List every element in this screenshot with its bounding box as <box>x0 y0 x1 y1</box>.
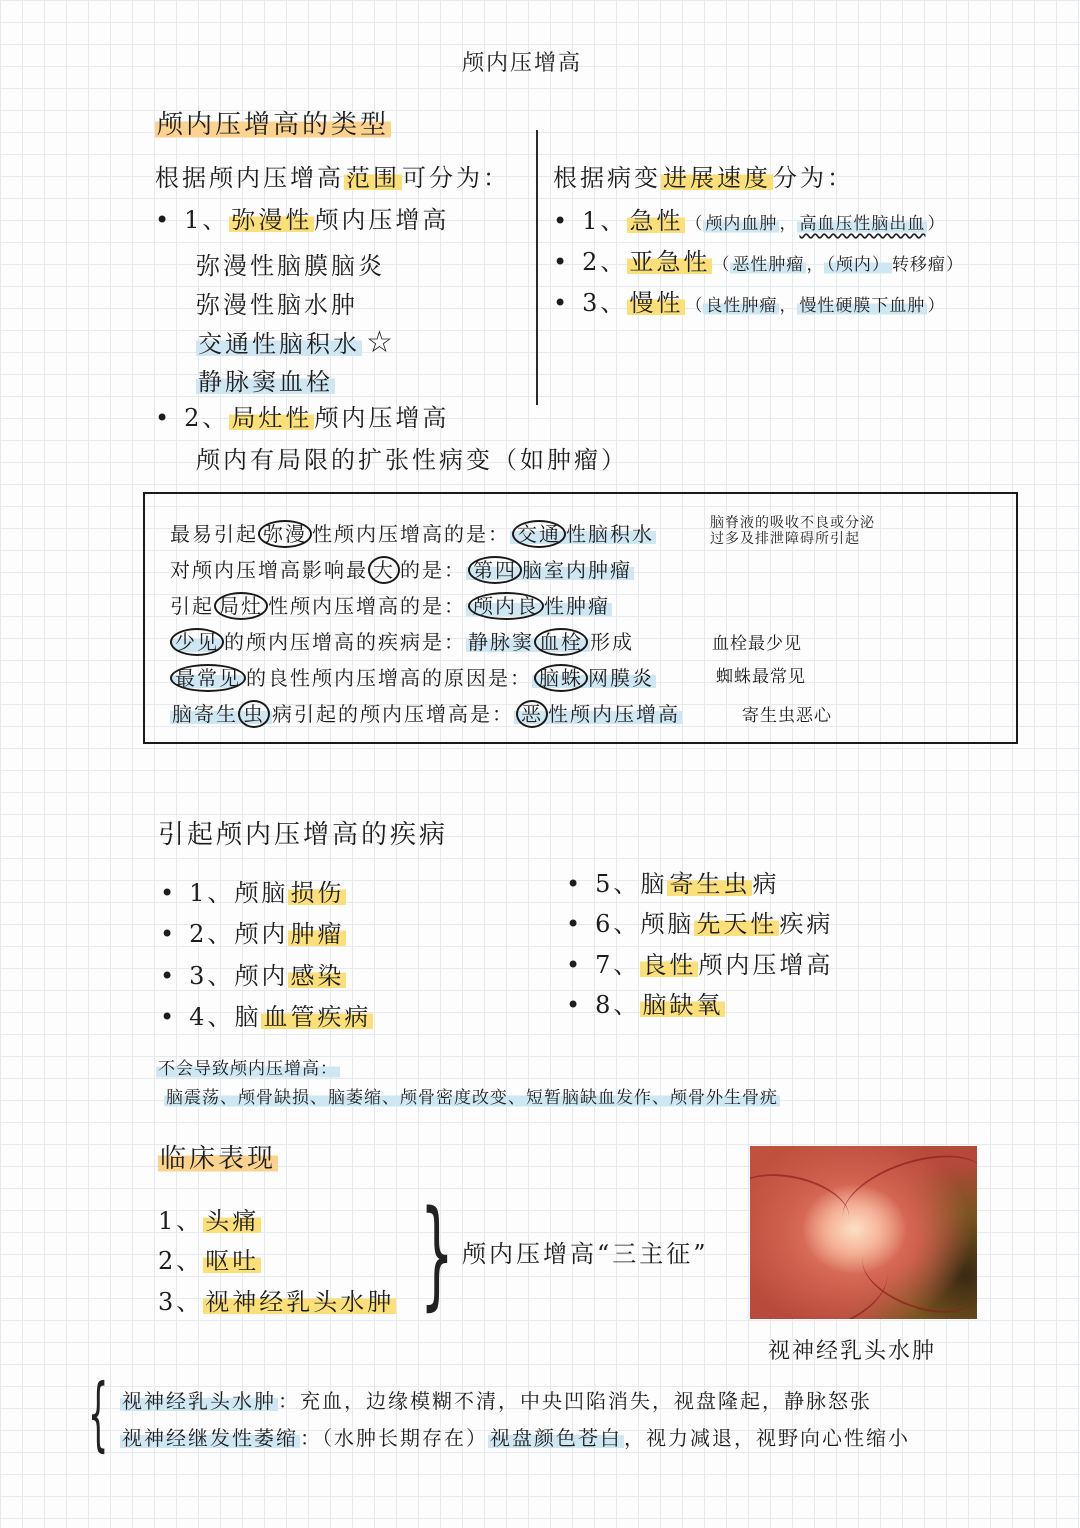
speed-intro: 根据病变进展速度分为： <box>553 164 854 192</box>
box-note-4: 血栓最少见 <box>712 634 802 654</box>
range-sub-1: 弥漫性脑膜脑炎 <box>196 252 385 280</box>
not-cause-list: 脑震荡、颅骨缺损、脑萎缩、颅骨密度改变、短暂脑缺血发作、颅骨外生骨疣 <box>166 1088 778 1108</box>
disease-1: • 1、颅脑损伤 <box>160 873 346 908</box>
photo-caption: 视神经乳头水肿 <box>768 1339 937 1364</box>
disease-8: • 8、脑缺氧 <box>566 985 725 1020</box>
box-line-6: 脑寄生 虫 病引起的颅内压增高是： 恶 性颅内压增高 <box>172 702 680 726</box>
range-item-1: • 1、弥漫性颅内压增高 <box>155 200 449 235</box>
triad-label: 颅内压增高“三主征” <box>462 1240 709 1268</box>
range-sub-3: 交通性脑积水 ☆ <box>198 325 396 360</box>
box-line-3: 引起 局灶 性颅内压增高的是： 颅内良 性肿瘤 <box>170 594 610 618</box>
not-cause-label: 不会导致颅内压增高： <box>158 1059 338 1079</box>
range-intro: 根据颅内压增高范围可分为： <box>155 164 510 192</box>
disease-6: • 6、颅脑先天性疾病 <box>566 904 833 939</box>
disease-7: • 7、良性颅内压增高 <box>566 945 833 980</box>
left-brace-icon: { <box>88 1367 109 1460</box>
box-note-6: 寄生虫恶心 <box>742 706 832 726</box>
range-sub-2: 弥漫性脑水肿 <box>196 291 358 319</box>
clinical-heading: 临床表现 <box>160 1144 277 1174</box>
disease-5: • 5、脑寄生虫病 <box>566 864 779 899</box>
clinical-item-2: 2、呕吐 <box>158 1247 260 1275</box>
types-heading: 颅内压增高的类型 <box>157 110 390 140</box>
page-title: 颅内压增高 <box>462 51 583 76</box>
column-divider <box>536 130 538 405</box>
range-item-2: • 2、局灶性颅内压增高 <box>155 398 449 433</box>
box-note-1b: 过多及排泄障碍所引起 <box>710 531 860 547</box>
clinical-item-3: 3、视神经乳头水肿 <box>158 1288 395 1316</box>
box-note-1a: 脑脊液的吸收不良或分泌 <box>710 515 875 531</box>
star-icon: ☆ <box>366 325 396 360</box>
speed-item-3: • 3、慢性 （ 良性肿瘤 ， 慢性硬膜下血肿 ） <box>553 283 945 318</box>
papilledema-photo <box>750 1146 977 1319</box>
box-line-1: 最易引起 弥漫 性颅内压增高的是： 交通 性脑积水 <box>170 522 654 546</box>
range-sub-4: 静脉窦血栓 <box>198 368 333 396</box>
box-line-4: 少见 的颅内压增高的疾病是： 静脉窦 血栓 形成 <box>170 626 634 655</box>
box-note-5: 蜘蛛最常见 <box>716 667 806 687</box>
disease-2: • 2、颅内肿瘤 <box>160 914 346 949</box>
diseases-heading: 引起颅内压增高的疾病 <box>158 820 449 850</box>
disease-4: • 4、脑血管疾病 <box>160 997 373 1032</box>
bottom-line-1: 视神经乳头水肿 ：充血，边缘模糊不清，中央凹陷消失，视盘隆起，静脉怒张 <box>122 1389 872 1413</box>
range-item-2-sub: 颅内有局限的扩张性病变（如肿瘤） <box>196 446 628 474</box>
bottom-line-2: 视神经继发性萎缩 ：（水肿长期存在） 视盘颜色苍白 ，视力减退，视野向心性缩小 <box>122 1426 910 1450</box>
disease-3: • 3、颅内感染 <box>160 956 346 991</box>
box-line-5: 最常见 的良性颅内压增高的原因是： 脑蛛 网膜炎 <box>170 662 656 691</box>
clinical-item-1: 1、头痛 <box>158 1207 260 1235</box>
speed-item-2: • 2、亚急性 （ 恶性肿瘤 ， （颅内） 转移瘤） <box>553 242 964 277</box>
box-line-2: 对颅内压增高影响最 大 的是： 第四 脑室内肿瘤 <box>170 558 632 582</box>
right-brace-icon: } <box>420 1184 454 1322</box>
speed-item-1: • 1、急性 （ 颅内血肿 ， 高血压性脑出血 ） <box>553 201 945 236</box>
